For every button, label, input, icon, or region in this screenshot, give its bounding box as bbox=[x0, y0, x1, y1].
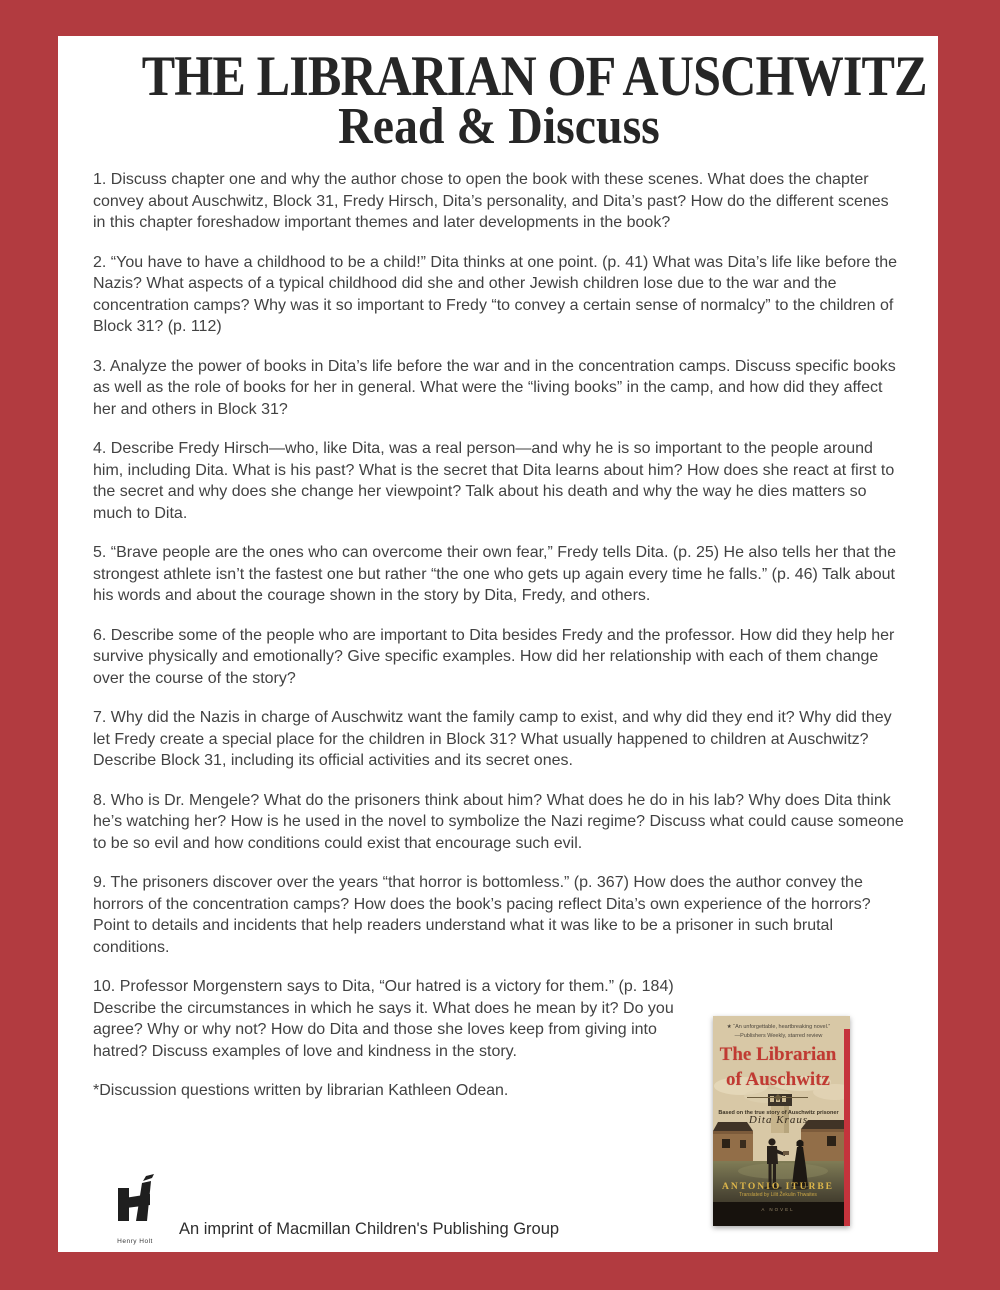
henry-holt-logo-block bbox=[103, 1174, 167, 1253]
document-subtitle: Read & Discuss bbox=[338, 98, 660, 155]
question-1 bbox=[93, 169, 905, 234]
question-text: 8. Who is Dr. Mengele? What do the prisoners think about him? What does he do in his lab? Why does Dita think he’s watching her? How is he used in the novel to symbolize the Nazi regime? Discuss what could cause someone to be so evil and how conditions could exist that encourage such evil. bbox=[93, 791, 904, 852]
cover-signature: Dita Kraus bbox=[748, 1114, 809, 1126]
document-sheet bbox=[58, 36, 938, 1252]
document-title: THE LIBRARIAN OF AUSCHWITZ bbox=[141, 45, 927, 108]
cover-novel-label: A NOVEL bbox=[761, 1206, 795, 1212]
question-text: 6. Describe some of the people who are important to Dita besides Fredy and the professor. How did they help her survive physically and emotionally? Give specific examples. How did her relationship with each of them change over the course of the story? bbox=[93, 626, 895, 687]
cover-ornament-divider bbox=[747, 1097, 808, 1101]
question-8 bbox=[93, 790, 905, 855]
henry-holt-logo-label: Henry Holt bbox=[117, 1238, 153, 1245]
cover-tagline: Based on the true story of Auschwitz prisoner bbox=[718, 1110, 839, 1116]
publisher-footer bbox=[103, 1174, 675, 1253]
cover-review-attribution: —Publishers Weekly, starred review bbox=[734, 1032, 823, 1039]
question-text: 7. Why did the Nazis in charge of Auschwitz want the family camp to exist, and why did they end it? Why did they let Fredy create a special place for the children in Block 31? What usually happened to children at Auschwitz? Describe Block 31, including its official activities and its secret ones. bbox=[93, 709, 892, 769]
henry-holt-logo-icon bbox=[112, 1174, 158, 1224]
cover-review-quote bbox=[719, 1023, 838, 1041]
cover-title-line2: of Auschwitz bbox=[726, 1069, 830, 1090]
question-5 bbox=[93, 542, 905, 607]
question-4 bbox=[93, 438, 905, 524]
cover-translator: Translated by Lilit Žekulin Thwaites bbox=[739, 1191, 817, 1198]
question-text: 4. Describe Fredy Hirsch—who, like Dita, was a real person—and why he is so important to the people around him, including Dita. What is his past? What is the secret that Dita learns about him? How does she react at first to the secret and why does she change her viewpoint? Talk about his death and why the way he dies matters so much to Dita. bbox=[93, 440, 895, 522]
cover-review-quote-line: ★ “An unforgettable, heartbreaking novel.” bbox=[726, 1024, 831, 1030]
question-text: 2. “You have to have a childhood to be a child!” Dita thinks at one point. (p. 41) What was Dita’s life like before the Nazis? What aspects of a typical childhood did she and other Jewish children lose due to the war and the concentration camps? Why was it so important to Fredy “to convey a certain sense of normalcy” to the children of Block 31? (p. 112) bbox=[93, 253, 898, 335]
question-text: 1. Discuss chapter one and why the author chose to open the book with these scenes. What does the chapter convey about Auschwitz, Block 31, Fredy Hirsch, Dita’s personality, and Dita’s past? How do the different scenes in this chapter foreshadow important themes and later developments in the book? bbox=[93, 171, 889, 231]
cover-title bbox=[713, 1042, 843, 1092]
question-3 bbox=[93, 356, 905, 421]
imprint-text: An imprint of Macmillan Children's Publishing Group bbox=[179, 1220, 560, 1238]
attribution-note: *Discussion questions written by librarian Kathleen Odean. bbox=[93, 1082, 509, 1099]
question-2 bbox=[93, 252, 905, 338]
question-9 bbox=[93, 872, 905, 958]
question-text: 10. Professor Morgenstern says to Dita, “Our hatred is a victory for them.” (p. 184) Describe the circumstances in which he says it. What does he mean by it? Do you agree? Why or why not? How do Dita and those she loves keep from giving into hatred? Discuss examples of love and kindness in the story. bbox=[93, 978, 674, 1060]
question-text: 5. “Brave people are the ones who can overcome their own fear,” Fredy tells Dita. (p. 25) He also tells her that the strongest athlete isn’t the fastest one but rather “the one who gets up again every time he falls.” (p. 46) Talk about his words and about the courage shown in the story by Dita, Fredy, and others. bbox=[93, 544, 897, 604]
cover-title-line1: The Librarian bbox=[719, 1044, 837, 1065]
question-text: 9. The prisoners discover over the years “that horror is bottomless.” (p. 367) How does the author convey the horrors of the concentration camps? How does the book’s pacing reflect Dita’s own experience of the horrors? Point to details and incidents that help readers understand what it was like to be a prisoner in such brutal conditions. bbox=[93, 874, 871, 956]
question-text: 3. Analyze the power of books in Dita’s life before the war and in the concentration camps. Discuss specific books as well as the role of books for her in general. What were the “living books” in the camp, and how did they affect her and others in Block 31? bbox=[93, 357, 896, 418]
book-cover-image bbox=[713, 1016, 850, 1226]
cover-author: ANTONIO ITURBE bbox=[721, 1181, 835, 1192]
questions-list bbox=[93, 169, 905, 1252]
cover-spine-stripe bbox=[844, 1029, 850, 1226]
question-7 bbox=[93, 707, 905, 772]
question-6 bbox=[93, 625, 905, 690]
